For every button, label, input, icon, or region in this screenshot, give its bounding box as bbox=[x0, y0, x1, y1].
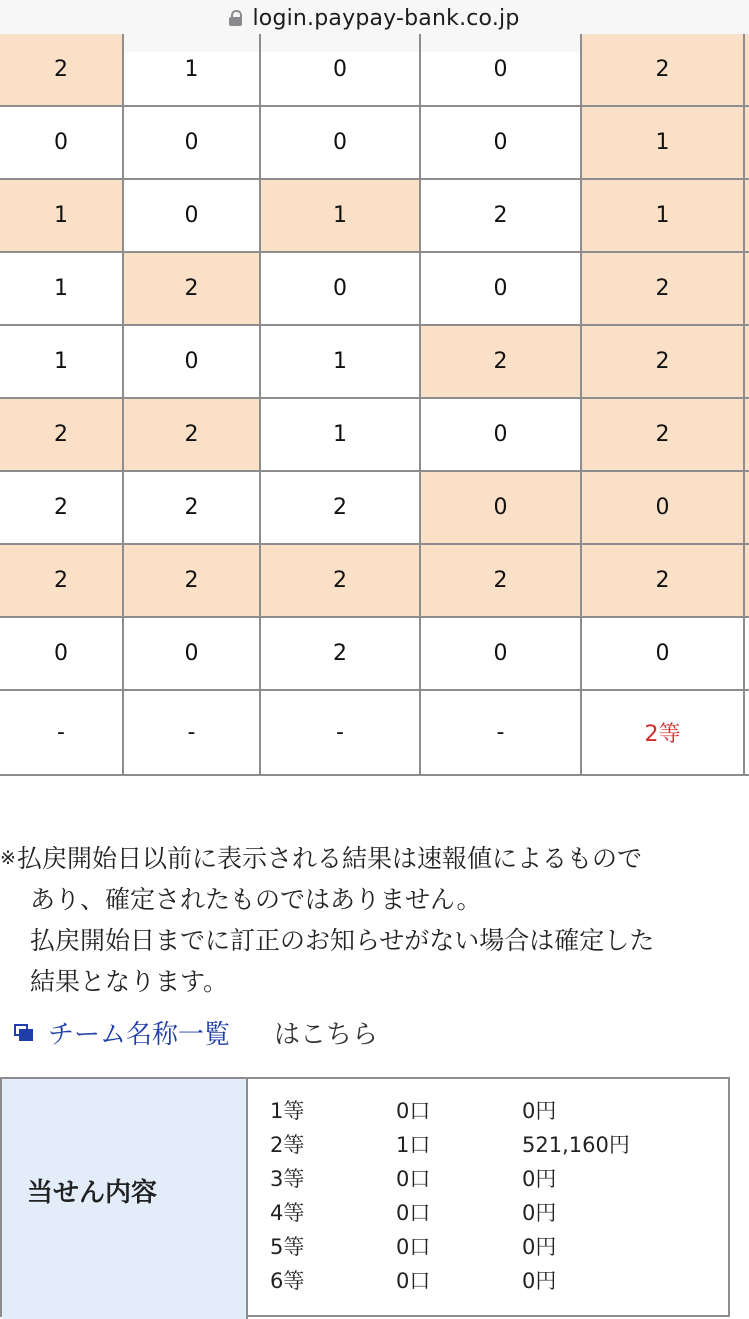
result-cell: 2 bbox=[582, 545, 745, 618]
team-list-link[interactable]: チーム名称一覧 bbox=[48, 1020, 231, 1050]
result-cell: 1 bbox=[261, 326, 421, 399]
note-mark: ※ bbox=[0, 847, 16, 869]
prize-rank: 6等 bbox=[270, 1269, 305, 1293]
rank-value: - bbox=[496, 720, 505, 745]
result-cell: 0 bbox=[261, 107, 421, 180]
result-cell: 2 bbox=[0, 399, 124, 472]
result-cell: 2 bbox=[261, 545, 421, 618]
result-cell: 1 bbox=[261, 399, 421, 472]
url-display[interactable] bbox=[229, 6, 519, 31]
result-cell-partial bbox=[745, 618, 749, 691]
result-row bbox=[0, 180, 749, 253]
prize-count: 0口 bbox=[396, 1099, 431, 1123]
prize-count: 1口 bbox=[396, 1133, 431, 1157]
prize-list bbox=[270, 1095, 690, 1299]
result-row bbox=[0, 545, 749, 618]
result-cell: 2 bbox=[0, 545, 124, 618]
prize-heading-cell bbox=[2, 1079, 248, 1319]
prize-rank: 5等 bbox=[270, 1235, 305, 1259]
result-cell: 0 bbox=[124, 618, 261, 691]
result-cell: 2 bbox=[421, 326, 582, 399]
result-cell-partial bbox=[745, 180, 749, 253]
note-line: 払戻開始日以前に表示される結果は速報値によるもので bbox=[17, 844, 643, 873]
result-cell: 2 bbox=[421, 545, 582, 618]
result-cell: 0 bbox=[421, 399, 582, 472]
result-row bbox=[0, 253, 749, 326]
prize-row bbox=[270, 1265, 690, 1299]
result-cell: 2 bbox=[582, 253, 745, 326]
result-cell-partial bbox=[745, 34, 749, 107]
prize-amount: 0円 bbox=[522, 1235, 557, 1259]
prize-row bbox=[270, 1197, 690, 1231]
prize-rank: 2等 bbox=[270, 1133, 305, 1157]
rank-cell bbox=[421, 691, 582, 776]
rank-value: - bbox=[336, 720, 344, 745]
result-cell: 2 bbox=[582, 34, 745, 107]
rank-value: 2等 bbox=[644, 722, 681, 747]
rank-value: - bbox=[57, 720, 65, 745]
rank-row bbox=[0, 691, 749, 776]
result-cell: 0 bbox=[421, 253, 582, 326]
result-row bbox=[0, 34, 749, 107]
url-text: login.paypay-bank.co.jp bbox=[252, 5, 520, 31]
result-cell: 1 bbox=[261, 180, 421, 253]
result-cell: 2 bbox=[124, 472, 261, 545]
prize-amount: 0円 bbox=[522, 1099, 557, 1123]
prize-amount: 0円 bbox=[522, 1201, 557, 1225]
result-cell: 0 bbox=[124, 326, 261, 399]
result-row bbox=[0, 326, 749, 399]
result-cell: 2 bbox=[124, 545, 261, 618]
rank-cell bbox=[0, 691, 124, 776]
result-cell-partial bbox=[745, 107, 749, 180]
prize-row bbox=[270, 1163, 690, 1197]
result-cell-partial bbox=[745, 326, 749, 399]
result-cell: 0 bbox=[0, 618, 124, 691]
prize-table bbox=[0, 1077, 730, 1317]
result-cell: 1 bbox=[582, 107, 745, 180]
result-cell-partial bbox=[745, 253, 749, 326]
prize-heading: 当せん内容 bbox=[27, 1178, 158, 1208]
note-line: 結果となります。 bbox=[30, 967, 229, 996]
result-cell: 0 bbox=[421, 107, 582, 180]
result-row bbox=[0, 472, 749, 545]
result-row bbox=[0, 399, 749, 472]
result-cell: 1 bbox=[124, 34, 261, 107]
team-list-suffix: はこちら bbox=[274, 1020, 379, 1050]
result-cell: 0 bbox=[0, 107, 124, 180]
result-cell: 2 bbox=[261, 618, 421, 691]
result-row bbox=[0, 107, 749, 180]
result-cell: 2 bbox=[124, 399, 261, 472]
result-cell: 0 bbox=[582, 618, 745, 691]
prize-row bbox=[270, 1231, 690, 1265]
prize-amount: 521,160円 bbox=[522, 1133, 630, 1157]
result-cell: 2 bbox=[261, 472, 421, 545]
result-cell: 0 bbox=[421, 472, 582, 545]
result-cell: 0 bbox=[124, 180, 261, 253]
disclaimer-note bbox=[0, 838, 749, 1002]
prize-count: 0口 bbox=[396, 1167, 431, 1191]
result-cell: 0 bbox=[421, 34, 582, 107]
result-cell: 0 bbox=[261, 253, 421, 326]
prize-count: 0口 bbox=[396, 1201, 431, 1225]
result-cell: 2 bbox=[0, 472, 124, 545]
prize-row bbox=[270, 1129, 690, 1163]
prize-rank: 4等 bbox=[270, 1201, 305, 1225]
new-window-icon[interactable] bbox=[14, 1024, 34, 1042]
result-cell: 1 bbox=[0, 253, 124, 326]
prize-rank: 1等 bbox=[270, 1099, 305, 1123]
result-row bbox=[0, 618, 749, 691]
result-cell: 1 bbox=[0, 180, 124, 253]
prize-amount: 0円 bbox=[522, 1167, 557, 1191]
result-cell: 2 bbox=[582, 326, 745, 399]
result-cell-partial bbox=[745, 472, 749, 545]
result-cell-partial bbox=[745, 545, 749, 618]
result-cell: 2 bbox=[0, 34, 124, 107]
prize-row bbox=[270, 1095, 690, 1129]
prize-amount: 0円 bbox=[522, 1269, 557, 1293]
rank-cell bbox=[124, 691, 261, 776]
team-list-link-row bbox=[14, 1014, 378, 1051]
rank-cell-partial bbox=[745, 691, 749, 776]
note-line: 払戻開始日までに訂正のお知らせがない場合は確定した bbox=[30, 926, 655, 955]
result-cell: 0 bbox=[261, 34, 421, 107]
prize-rank: 3等 bbox=[270, 1167, 305, 1191]
result-cell-partial bbox=[745, 399, 749, 472]
lock-icon bbox=[229, 10, 242, 26]
result-cell: 2 bbox=[124, 253, 261, 326]
rank-cell bbox=[582, 691, 745, 776]
result-cell: 0 bbox=[124, 107, 261, 180]
results-grid bbox=[0, 34, 749, 779]
result-cell: 2 bbox=[421, 180, 582, 253]
result-cell: 0 bbox=[421, 618, 582, 691]
prize-count: 0口 bbox=[396, 1269, 431, 1293]
rank-cell bbox=[261, 691, 421, 776]
result-cell: 0 bbox=[582, 472, 745, 545]
note-line: あり、確定されたものではありません。 bbox=[30, 885, 482, 914]
rank-value: - bbox=[187, 720, 196, 745]
result-cell: 1 bbox=[0, 326, 124, 399]
result-cell: 2 bbox=[582, 399, 745, 472]
result-cell: 1 bbox=[582, 180, 745, 253]
prize-count: 0口 bbox=[396, 1235, 431, 1259]
